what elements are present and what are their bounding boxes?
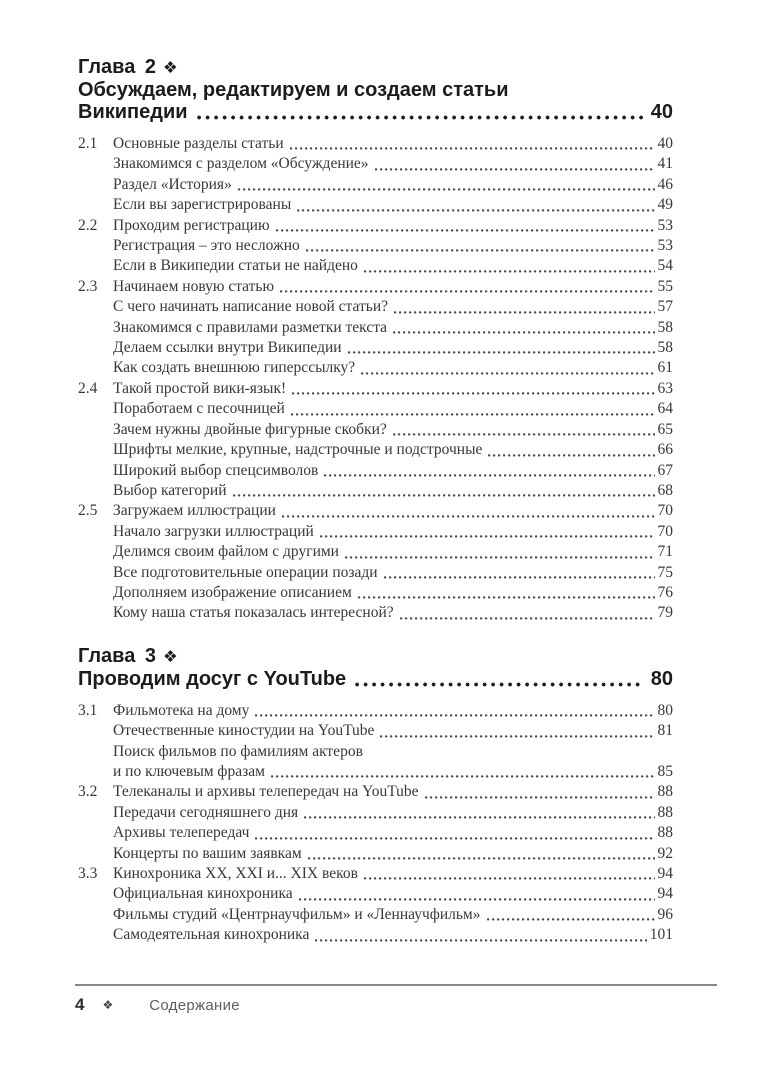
dot-leader [394,311,655,314]
entry-page-number: 53 [657,216,673,234]
entry-title: Кинохроника XX, XXI и... XIX веков [113,865,358,882]
dot-leader [361,372,654,375]
dot-leader [380,735,654,738]
toc-entry [78,762,673,782]
entry-title: Знакомимся с правилами разметки текста [113,318,388,336]
dot-leader [487,918,655,921]
entry-page-number: 79 [657,604,673,622]
chapter-title-text: Проводим досуг с YouTube [78,667,347,690]
entry-title: Все подготовительные операции позади [113,563,378,581]
chapter-3-heading [78,645,673,690]
entry-number: 3.3 [78,865,98,882]
entry-title: Отечественные киностудии на YouTube [113,722,375,740]
entry-page-number: 81 [657,722,673,740]
chapter-title-line2 [78,668,673,690]
toc-entry [78,603,673,623]
toc-entry [78,803,673,823]
diamond-icon: ❖ [163,58,178,77]
toc-entry [78,864,673,884]
chapter-kicker [78,645,673,668]
toc-entry [78,338,673,358]
dot-leader [292,392,654,395]
entry-page-number: 46 [657,175,673,193]
entry-title: Дополняем изображение описанием [113,583,352,601]
entry-title: Широкий выбор спецсимволов [113,461,319,479]
toc-entry [78,701,673,721]
dot-leader [282,515,655,518]
dot-leader [364,270,655,273]
entry-title: Фильмы студий «Центрнаучфильм» и «Леннаучфильм» [113,905,481,923]
dot-leader [299,898,655,901]
toc-entry [78,297,673,317]
entry-page-number: 88 [657,803,673,821]
entry-title: Фильмотека на дому [113,701,250,719]
toc-entry [78,461,673,481]
entry-page-number: 68 [657,481,673,499]
toc-entry [78,823,673,843]
toc-entry [78,501,673,521]
toc-entry [78,277,673,297]
entry-page-number: 57 [657,298,673,316]
toc-entry [78,175,673,195]
entry-page-number: 88 [657,783,673,801]
dot-leader [255,714,654,717]
entry-title: Если в Википедии статьи не найдено [113,257,358,275]
dot-leader [306,249,655,252]
toc-entry [78,420,673,440]
entry-page-number: 76 [657,583,673,601]
entry-title: Начало загрузки иллюстраций [113,522,314,540]
chapter-kicker-label: Глава 2 [78,56,157,78]
entry-title: С чего начинать написание новой статьи? [113,298,388,316]
chapter-3-section [78,645,673,946]
toc-entry [78,721,673,741]
entry-page-number: 88 [657,824,673,842]
entry-number: 2.4 [78,379,98,397]
dot-leader [280,290,654,293]
toc-entry [78,134,673,154]
dot-leader [271,775,655,778]
entry-title: Поиск фильмов по фамилиям актеров [113,742,363,760]
entry-page-number: 70 [657,522,673,540]
dot-leader [393,331,654,334]
toc-entry [78,925,673,945]
entry-title: Архивы телепередач [113,824,250,842]
entry-page-number: 75 [657,563,673,581]
toc-entry [78,358,673,378]
entry-page-number: 96 [657,905,673,923]
dot-leader [324,474,654,477]
entry-page-number: 40 [657,135,673,152]
entry-page-number: 63 [657,379,673,397]
toc-entry [78,440,673,460]
entry-number: 3.2 [78,783,98,801]
entry-page-number: 54 [657,257,673,275]
entry-title: Регистрация – это несложно [113,237,300,255]
entry-page-number: 70 [657,502,673,520]
dot-leader [358,596,655,599]
footer-section-label: Содержание [149,996,240,1014]
entry-page-number: 55 [657,277,673,295]
dot-leader [425,796,655,799]
chapter-title-line1: Обсуждаем, редактируем и создаем статьи [78,79,509,101]
dot-leader [276,229,655,232]
chapter-title-line2 [78,101,673,123]
entry-title: Делимся своим файлом с другими [113,543,339,561]
toc-content [78,56,673,946]
entry-page-number: 94 [657,885,673,903]
entry-page-number: 64 [657,400,673,418]
dot-leader [304,816,654,819]
toc-entry [78,379,673,399]
entry-page-number: 71 [657,543,673,561]
entry-title: Проходим регистрацию [113,216,270,234]
toc-entry [78,742,673,762]
chapter-3-entry-list [78,701,673,946]
diamond-icon: ❖ [163,646,178,666]
toc-entry [78,399,673,419]
entry-title: Как создать внешнюю гиперссылку? [113,359,356,377]
entry-title: Загружаем иллюстрации [113,502,276,520]
dot-leader [393,433,655,436]
dot-leader [197,115,643,120]
dot-leader [355,682,643,687]
entry-page-number: 58 [657,339,673,357]
entry-page-number: 92 [657,844,673,862]
entry-page-number: 66 [657,441,673,459]
entry-page-number: 53 [657,237,673,255]
entry-number: 2.3 [78,277,98,295]
dot-leader [255,837,654,840]
entry-page-number: 49 [657,196,673,214]
entry-number: 2.1 [78,135,98,152]
dot-leader [233,494,655,497]
chapter-kicker [78,56,673,79]
toc-entry [78,884,673,904]
entry-number: 2.2 [78,216,98,234]
entry-title: Телеканалы и архивы телепередач на YouTube [113,783,419,801]
toc-entry [78,905,673,925]
dot-leader [291,413,655,416]
chapter-page-number: 80 [650,667,673,690]
entry-page-number: 101 [649,926,673,944]
toc-entry [78,522,673,542]
entry-title: Выбор категорий [113,481,227,499]
toc-entry [78,542,673,562]
entry-number: 2.5 [78,502,98,520]
chapter-title-text: Википедии [78,101,188,123]
dot-leader [297,209,654,212]
dot-leader [308,857,655,860]
toc-entry [78,195,673,215]
dot-leader [348,351,655,354]
toc-entry [78,154,673,174]
entry-page-number: 80 [657,701,673,719]
entry-page-number: 67 [657,461,673,479]
page-footer [75,984,717,1015]
chapter-kicker-label: Глава 3 [78,644,157,667]
entry-title: Основные разделы статьи [113,135,284,152]
toc-entry [78,318,673,338]
dot-leader [384,576,655,579]
dot-leader [238,188,655,191]
toc-entry [78,782,673,802]
toc-entry [78,844,673,864]
entry-title: Такой простой вики-язык! [113,379,287,397]
entry-title: Концерты по вашим заявкам [113,844,302,862]
entry-title: Делаем ссылки внутри Википедии [113,339,342,357]
entry-title: Знакомимся с разделом «Обсуждение» [113,155,369,173]
entry-page-number: 61 [657,359,673,377]
entry-page-number: 94 [657,865,673,882]
dot-leader [400,617,655,620]
chapter-2-entry-list [78,134,673,624]
dot-leader [488,454,654,457]
toc-entry [78,216,673,236]
chapter-2-heading [78,56,673,123]
entry-title: Официальная кинохроника [113,885,293,903]
dot-leader [375,168,655,171]
dot-leader [320,535,655,538]
entry-title: Передачи сегодняшнего дня [113,803,299,821]
chapter-2-section [78,56,673,624]
entry-number: 3.1 [78,701,98,719]
footer-page-number: 4 [75,995,85,1014]
entry-page-number: 85 [657,762,673,780]
entry-title: Шрифты мелкие, крупные, надстрочные и подстрочные [113,441,483,459]
dot-leader [364,877,655,880]
toc-entry [78,256,673,276]
entry-page-number: 65 [657,420,673,438]
entry-page-number: 41 [657,155,673,173]
entry-page-number: 58 [657,318,673,336]
entry-title: Кому наша статья показалась интересной? [113,604,394,622]
toc-entry [78,563,673,583]
entry-title: Раздел «История» [113,175,232,193]
entry-title: Поработаем с песочницей [113,400,285,418]
entry-title: и по ключевым фразам [113,762,265,780]
dot-leader [290,147,655,150]
diamond-icon: ❖ [102,998,114,1012]
chapter-page-number: 40 [650,101,673,123]
toc-entry [78,583,673,603]
footer-rule [75,984,717,986]
entry-title: Самодеятельная кинохроника [113,926,310,944]
entry-title: Если вы зарегистрированы [113,196,292,214]
dot-leader [345,556,655,559]
toc-entry [78,481,673,501]
toc-entry [78,236,673,256]
footer-row [75,995,717,1015]
dot-leader [315,939,646,942]
entry-title: Зачем нужны двойные фигурные скобки? [113,420,387,438]
entry-title: Начинаем новую статью [113,277,275,295]
